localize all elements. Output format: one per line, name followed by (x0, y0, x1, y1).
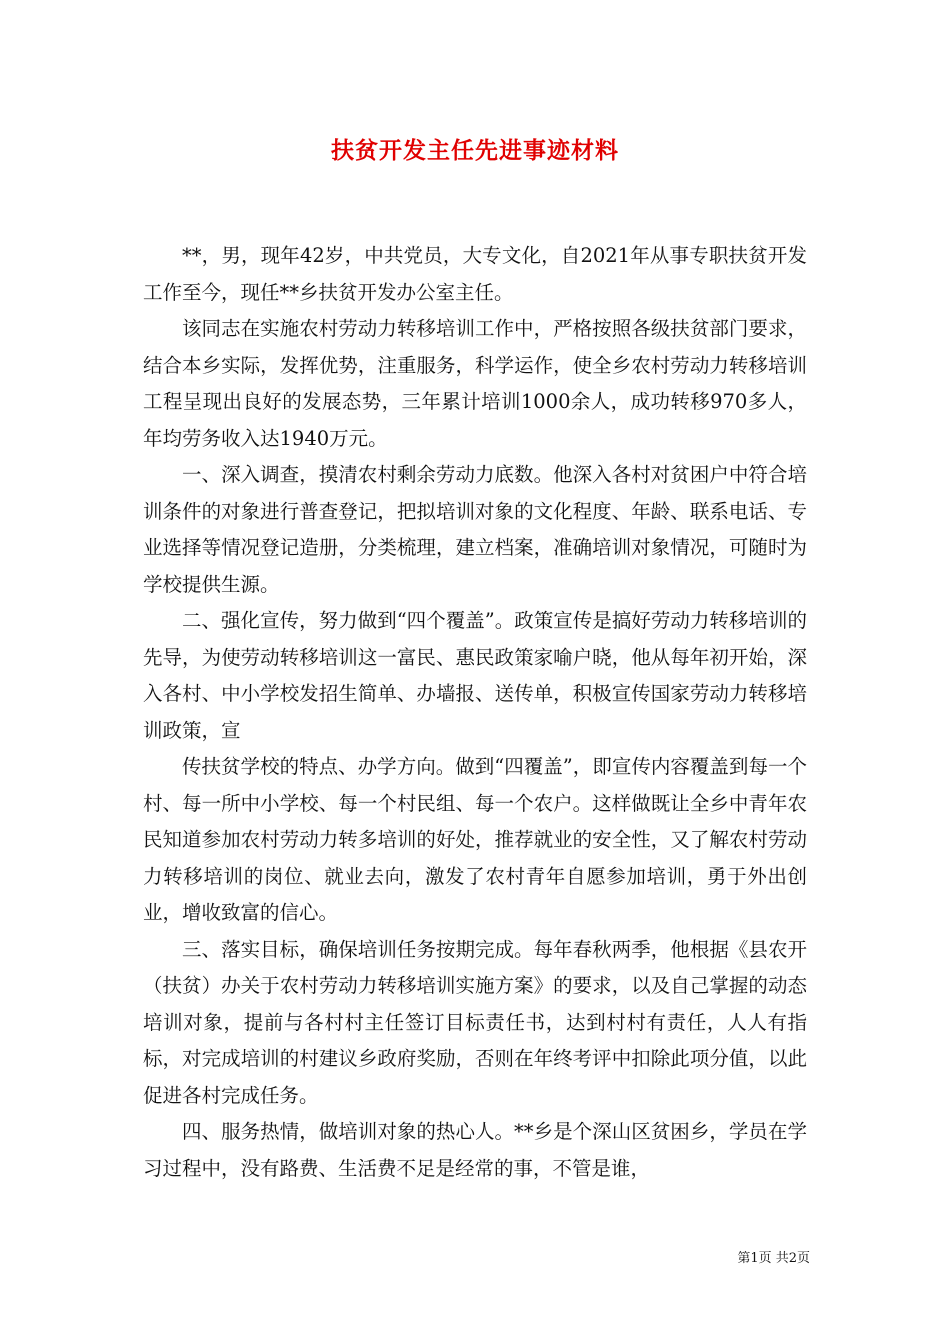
paragraph-section-4: 四、服务热情，做培训对象的热心人。**乡是个深山区贫困乡，学员在学习过程中，没有路费、生活费不足是经常的事，不管是谁， (143, 1120, 807, 1180)
paragraph-section-3: 三、落实目标，确保培训任务按期完成。每年春秋两季，他根据《县农开（扶贫）办关于农村劳动力转移培训实施方案》的要求，以及自己掌握的动态培训对象，提前与各村村主任签订目标责任书，达到村村有责任，人人有指标，对完成培训的村建议乡政府奖励，否则在年终考评中扣除此项分值，以此促进各村完成任务。 (143, 937, 807, 1107)
paragraph-section-2: 二、强化宣传，努力做到“四个覆盖”。政策宣传是搞好劳动力转移培训的先导，为使劳动转移培训这一富民、惠民政策家喻户晓，他从每年初开始，深入各村、中小学校发招生简单、办墙报、送传单，积极宣传国家劳动力转移培训政策，宣 (143, 609, 807, 742)
document-body (143, 238, 807, 1187)
paragraph-summary: 该同志在实施农村劳动力转移培训工作中，严格按照各级扶贫部门要求，结合本乡实际，发挥优势，注重服务，科学运作，使全乡农村劳动力转移培训工程呈现出良好的发展态势，三年累计培训1000余人，成功转移970多人，年均劳务收入达1940万元。 (143, 317, 807, 450)
paragraph-section-2-continued: 传扶贫学校的特点、办学方向。做到“四覆盖”，即宣传内容覆盖到每一个村、每一所中小学校、每一个村民组、每一个农户。这样做既让全乡中青年农民知道参加农村劳动力转多培训的好处，推荐就业的安全性，又了解农村劳动力转移培训的岗位、就业去向，激发了农村青年自愿参加培训，勇于外出创业，增收致富的信心。 (143, 755, 807, 924)
paragraph-intro: **，男，现年42岁，中共党员，大专文化，自2021年从事专职扶贫开发工作至今，现任**乡扶贫开发办公室主任。 (143, 244, 807, 304)
paragraph-section-1: 一、深入调查，摸清农村剩余劳动力底数。他深入各村对贫困户中符合培训条件的对象进行普查登记，把拟培训对象的文化程度、年龄、联系电话、专业选择等情况登记造册，分类梳理，建立档案，准确培训对象情况，可随时为学校提供生源。 (143, 463, 807, 596)
page-number-footer: 第1页 共2页 (737, 1251, 810, 1266)
document-title: 扶贫开发主任先进事迹材料 (331, 137, 619, 164)
